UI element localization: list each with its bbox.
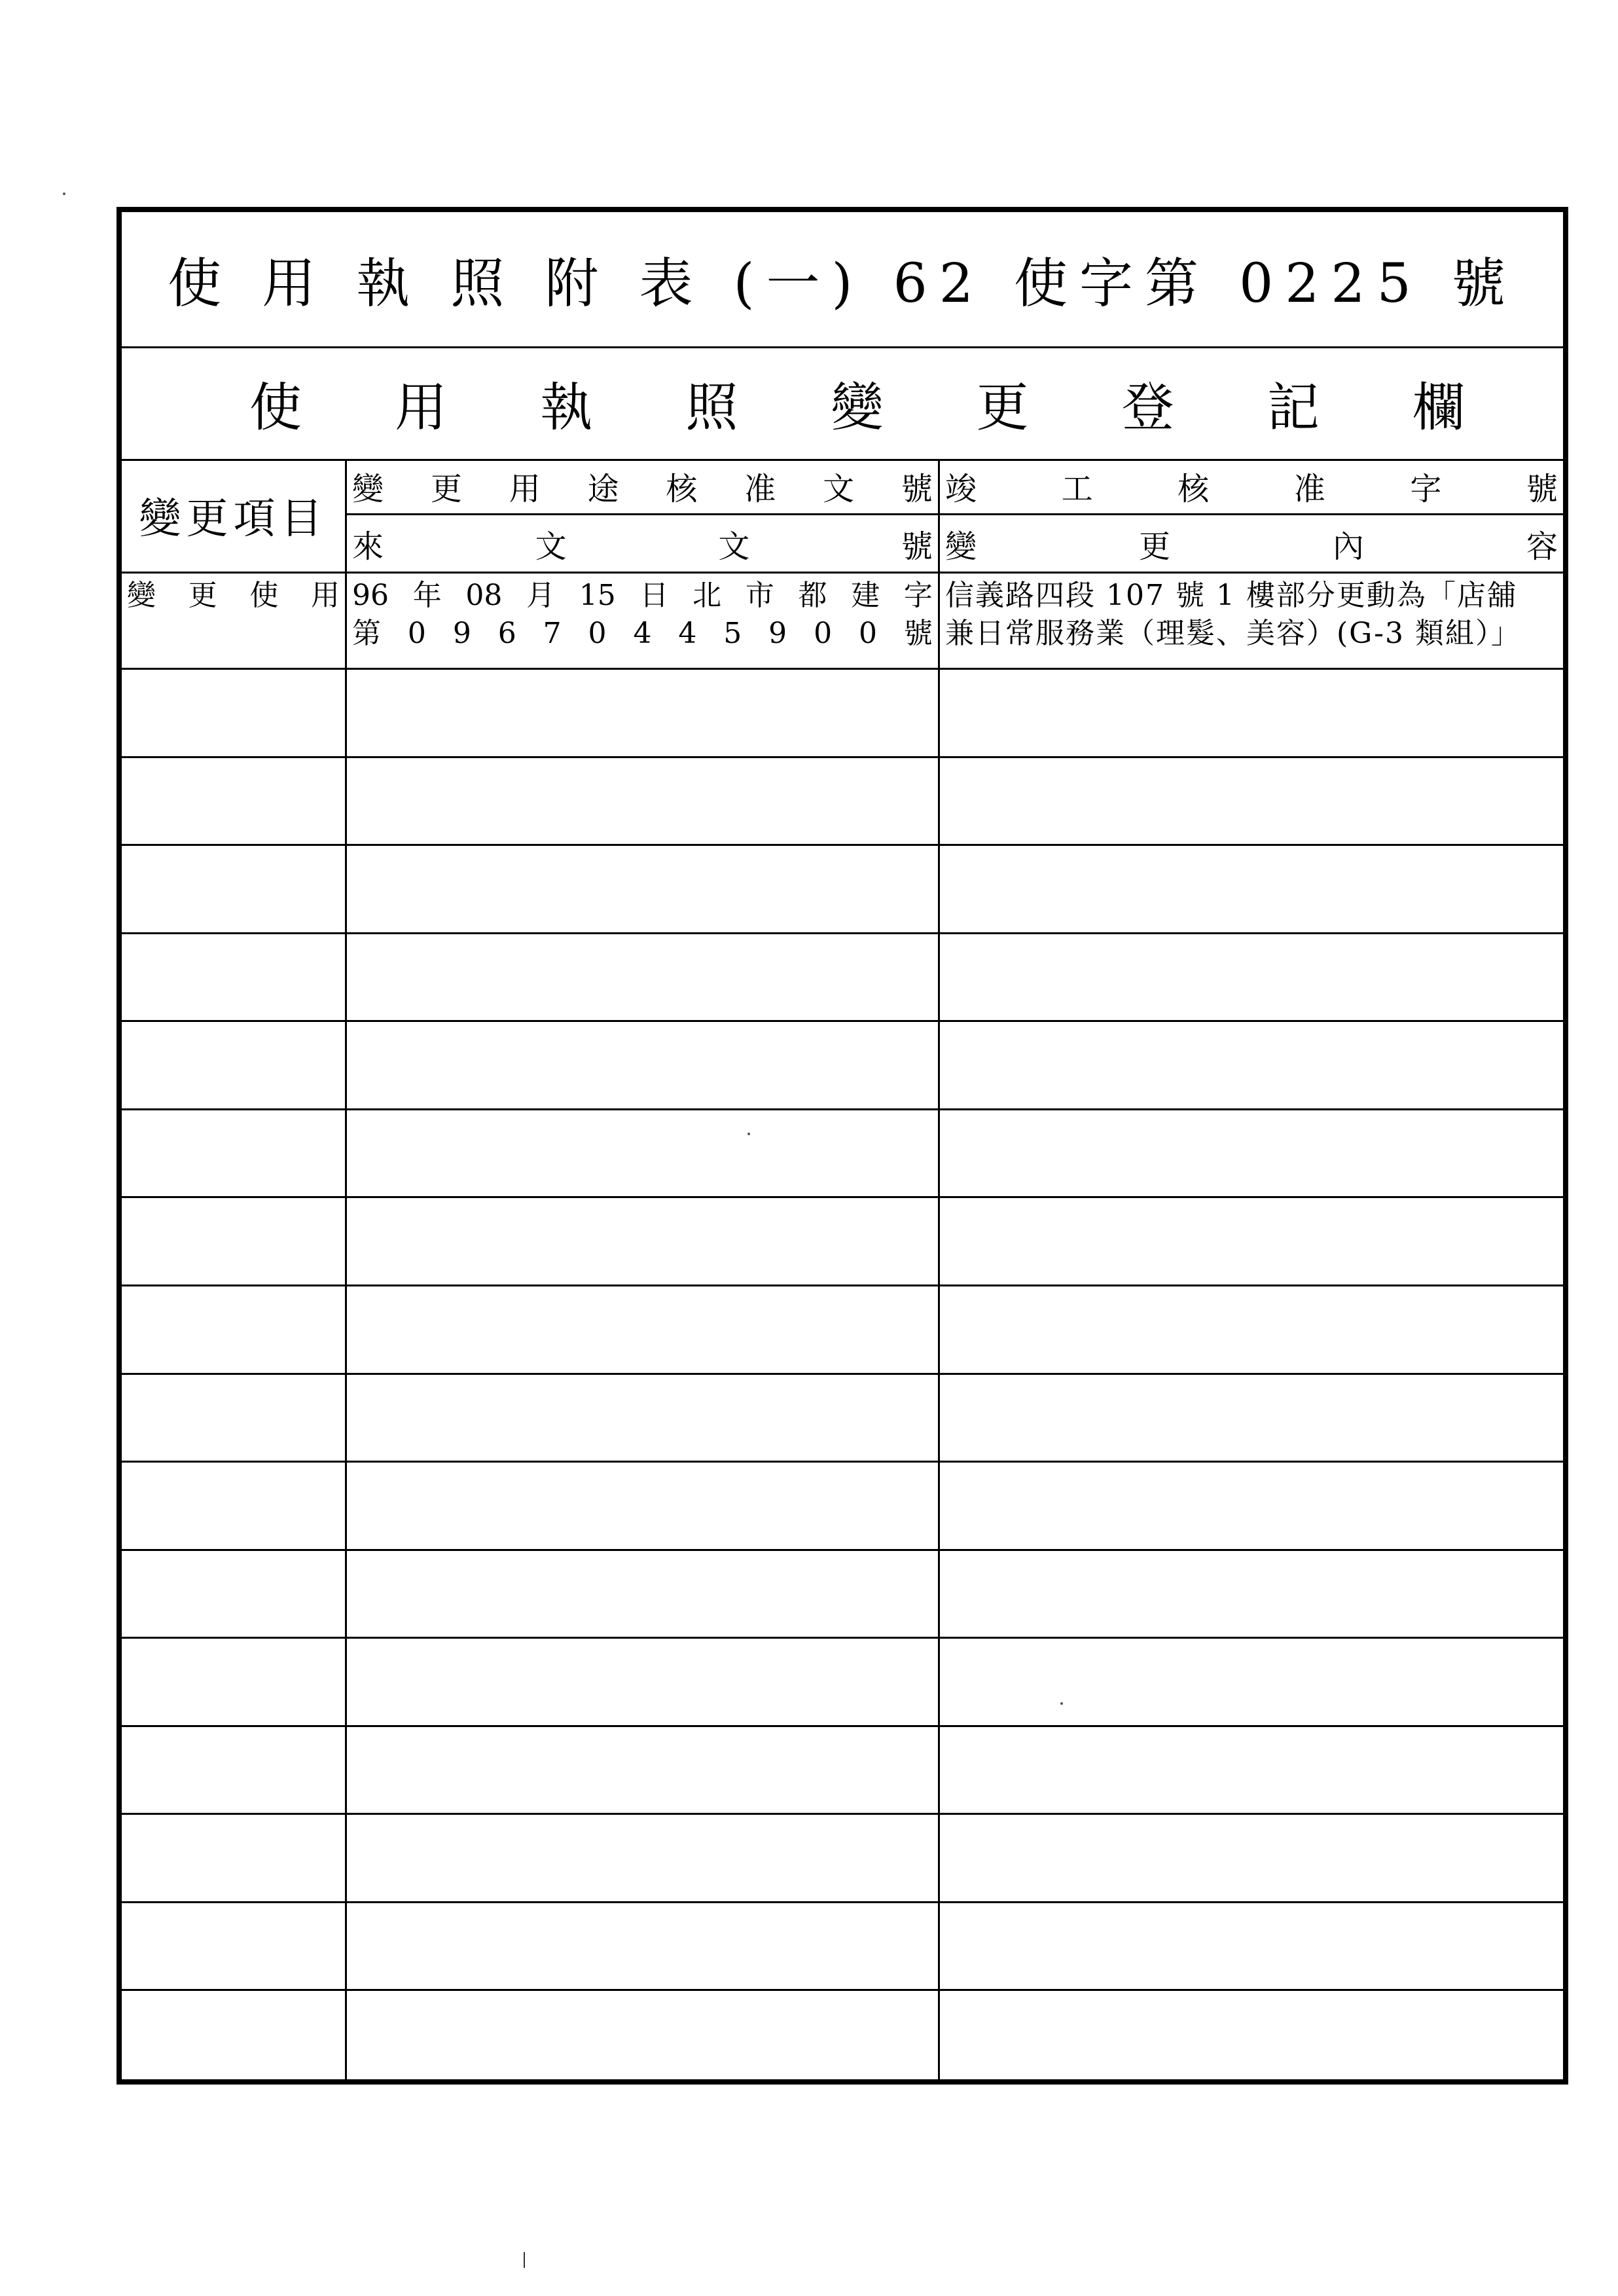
- empty-cell: [122, 1110, 347, 1197]
- approval-doc-char: 96: [352, 579, 389, 612]
- register-heading-char: 執: [540, 376, 593, 438]
- approval-doc-line-1: [347, 577, 938, 615]
- header-char: 核: [1178, 471, 1210, 507]
- approval-doc-char: 0: [407, 617, 426, 650]
- table-row: [122, 1110, 1563, 1199]
- change-item-char: 變: [127, 579, 156, 612]
- empty-cell: [347, 1727, 940, 1813]
- empty-cell: [122, 1903, 347, 1990]
- register-heading-char: 使: [249, 376, 302, 438]
- change-item-char: 用: [310, 579, 340, 612]
- approval-doc-char: 15: [579, 579, 616, 612]
- approval-doc-char: 9: [768, 617, 787, 650]
- empty-cell: [122, 1198, 347, 1285]
- header-char: 准: [1293, 471, 1325, 507]
- header-char: 號: [901, 471, 933, 507]
- table-row: [122, 670, 1563, 758]
- header-char: 用: [509, 471, 541, 507]
- approval-doc-char: 7: [543, 617, 562, 650]
- register-table: [117, 207, 1568, 2085]
- empty-cell: [940, 670, 1563, 756]
- header-char: 號: [901, 528, 933, 565]
- register-heading-char: 登: [1121, 376, 1174, 438]
- table-row: [122, 934, 1563, 1023]
- table-row: [122, 1551, 1563, 1639]
- table-row: [122, 1903, 1563, 1992]
- empty-cell: [347, 1991, 940, 2079]
- approval-doc-char: 字: [903, 579, 933, 612]
- empty-cell: [347, 846, 940, 932]
- empty-cell: [347, 1815, 940, 1901]
- approval-doc-char: 月: [526, 579, 556, 612]
- empty-cell: [940, 1198, 1563, 1285]
- table-row: [122, 758, 1563, 847]
- approval-doc-char: 北: [692, 579, 722, 612]
- header-char: 變: [945, 528, 977, 565]
- change-content-line-2: 兼日常服務業（理髮、美容）(G-3 類組）」: [945, 617, 1521, 650]
- empty-cell: [940, 758, 1563, 845]
- approval-doc-char: 號: [903, 617, 933, 650]
- approval-doc-char: 第: [352, 617, 381, 650]
- empty-cell: [122, 1639, 347, 1725]
- empty-cell: [940, 1110, 1563, 1197]
- header-completion-approval-no: [940, 459, 1563, 515]
- header-char: 來: [352, 528, 384, 565]
- empty-cell: [122, 846, 347, 932]
- table-row: [122, 1198, 1563, 1286]
- empty-cell: [347, 1463, 940, 1549]
- scan-mark: [524, 2252, 525, 2268]
- register-heading-char: 用: [395, 376, 448, 438]
- approval-doc-char: 0: [814, 617, 833, 650]
- title-band: [122, 212, 1563, 348]
- header-char: 內: [1332, 528, 1364, 565]
- table-row: [122, 572, 1563, 670]
- empty-cell: [940, 846, 1563, 932]
- empty-cell: [940, 934, 1563, 1021]
- empty-cell: [347, 1022, 940, 1108]
- table-row: [122, 1727, 1563, 1815]
- table-row: [122, 1022, 1563, 1110]
- empty-cell: [940, 1903, 1563, 1990]
- empty-cell: [347, 1110, 940, 1197]
- document-title: 使 用 執 照 附 表 (一) 62 使字第 0225 號: [168, 253, 1517, 315]
- approval-doc-char: 08: [465, 579, 503, 612]
- approval-doc-char: 4: [633, 617, 652, 650]
- header-char: 更: [430, 471, 462, 507]
- empty-cell: [347, 1551, 940, 1637]
- header-char: 核: [666, 471, 698, 507]
- header-char: 文: [535, 528, 567, 565]
- header-char: 准: [744, 471, 776, 507]
- header-change-content: [940, 515, 1563, 572]
- empty-cell: [122, 1727, 347, 1813]
- register-heading: [122, 346, 1563, 459]
- header-char: 竣: [945, 471, 977, 507]
- header-approval-doc-no: [347, 459, 940, 515]
- empty-cell: [122, 758, 347, 845]
- scan-speck: [1060, 1702, 1063, 1705]
- empty-cell: [940, 1022, 1563, 1108]
- empty-cell: [347, 934, 940, 1021]
- change-item-cell: [122, 572, 347, 668]
- header-char: 號: [1526, 471, 1558, 507]
- approval-doc-char: 0: [858, 617, 877, 650]
- register-heading-char: 照: [685, 376, 738, 438]
- empty-cell: [940, 1463, 1563, 1549]
- header-char: 途: [587, 471, 619, 507]
- approval-doc-char: 5: [723, 617, 742, 650]
- empty-cell: [347, 1198, 940, 1285]
- empty-cell: [122, 1815, 347, 1901]
- empty-cell: [347, 1375, 940, 1461]
- header-char: 字: [1410, 471, 1442, 507]
- approval-doc-char: 市: [745, 579, 774, 612]
- change-item-char: 使: [249, 579, 279, 612]
- empty-cell: [940, 1286, 1563, 1373]
- change-item-text: [122, 572, 345, 615]
- empty-cell: [122, 1991, 347, 2079]
- empty-cell: [940, 1551, 1563, 1637]
- register-heading-char: 更: [976, 376, 1029, 438]
- approval-doc-char: 日: [639, 579, 669, 612]
- register-heading-char: 變: [831, 376, 884, 438]
- register-heading-char: 記: [1267, 376, 1320, 438]
- empty-cell: [122, 1551, 347, 1637]
- empty-cell: [940, 1375, 1563, 1461]
- header-char: 文: [823, 471, 855, 507]
- header-change-item: 變更項目: [122, 459, 347, 572]
- table-row: [122, 1463, 1563, 1551]
- empty-cell: [940, 1991, 1563, 2079]
- table-row: [122, 1815, 1563, 1903]
- approval-doc-char: 9: [452, 617, 471, 650]
- approval-doc-char: 年: [412, 579, 442, 612]
- header-char: 容: [1526, 528, 1558, 565]
- empty-cell: [940, 1727, 1563, 1813]
- approval-doc-char: 4: [678, 617, 697, 650]
- change-item-char: 更: [188, 579, 217, 612]
- approval-doc-cell: [347, 572, 940, 668]
- empty-cell: [347, 758, 940, 845]
- empty-cell: [122, 670, 347, 756]
- header-char: 文: [718, 528, 750, 565]
- change-content-cell: [940, 572, 1563, 668]
- empty-cell: [347, 1903, 940, 1990]
- empty-cell: [940, 1639, 1563, 1725]
- register-heading-char: 欄: [1412, 376, 1465, 438]
- scan-speck: [63, 192, 65, 195]
- approval-doc-char: 0: [588, 617, 607, 650]
- table-row: [122, 1286, 1563, 1375]
- approval-doc-char: 6: [497, 617, 516, 650]
- table-row: [122, 1375, 1563, 1463]
- table-row: [122, 1639, 1563, 1727]
- header-char: 更: [1138, 528, 1170, 565]
- empty-cell: [122, 934, 347, 1021]
- table-row: [122, 846, 1563, 934]
- table-row: [122, 1991, 1563, 2079]
- empty-cell: [122, 1022, 347, 1108]
- change-content-line-1: 信義路四段 107 號 1 樓部分更動為「店舖: [945, 579, 1517, 612]
- register-heading-band: [122, 346, 1563, 461]
- empty-cell: [347, 670, 940, 756]
- empty-cell: [347, 1639, 940, 1725]
- scan-speck: [747, 1133, 750, 1135]
- empty-cell: [122, 1463, 347, 1549]
- empty-cell: [122, 1286, 347, 1373]
- header-incoming-doc-no: [347, 515, 940, 572]
- empty-cell: [940, 1815, 1563, 1901]
- empty-cell: [122, 1375, 347, 1461]
- empty-cell: [347, 1286, 940, 1373]
- approval-doc-char: 都: [798, 579, 827, 612]
- approval-doc-line-2: [347, 615, 938, 653]
- approval-doc-char: 建: [851, 579, 880, 612]
- header-char: 變: [352, 471, 384, 507]
- column-header: [122, 459, 1563, 574]
- header-char: 工: [1061, 471, 1093, 507]
